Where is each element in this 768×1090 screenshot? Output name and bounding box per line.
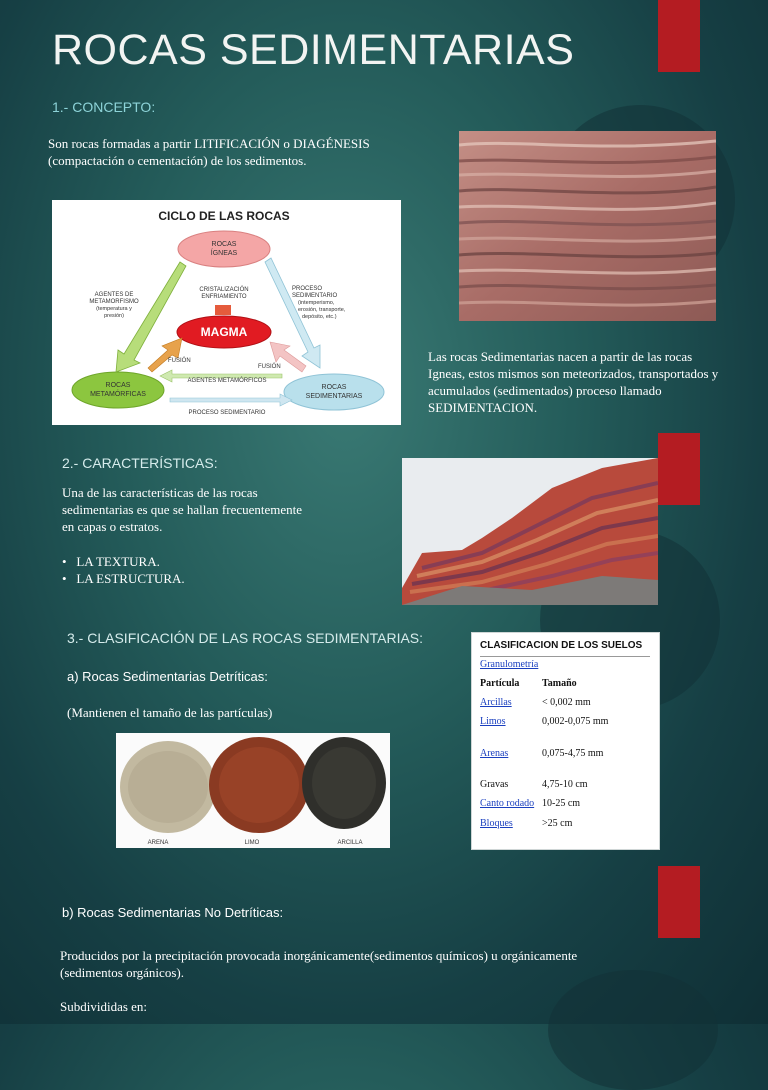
- sample-label: LIMO: [244, 840, 260, 846]
- sedimentacion-text-line: SEDIMENTACION.: [428, 400, 538, 415]
- sedimentarias-node: [284, 374, 384, 410]
- concepto-text-line: (compactación o cementación) de los sedimentos.: [48, 153, 307, 168]
- red-accent-bar: [658, 0, 700, 72]
- soil-classification-table: [471, 632, 660, 850]
- sample-label: ARENA: [147, 840, 169, 846]
- soil-row-tamano: 10-25 cm: [542, 798, 581, 809]
- agentes-metamorficos-label: AGENTES METAMÓRFICOS: [187, 378, 267, 384]
- soil-row-tamano: >25 cm: [542, 818, 573, 829]
- granulometria-link[interactable]: Granulometría: [480, 659, 539, 670]
- caracteristicas-text-line: sedimentarias es que se hallan frecuentemente: [62, 502, 303, 517]
- rock-cycle-diagram: [52, 200, 401, 425]
- no-detriticas-text-line: (sedimentos orgánicos).: [60, 965, 184, 980]
- metamorficas-label: ROCAS: [105, 382, 131, 389]
- red-accent-bar: [658, 433, 700, 505]
- agentes-metamorfismo-label: (temperatura y: [96, 306, 132, 312]
- soil-samples-photo: [116, 733, 390, 848]
- proceso-sedimentario-label: PROCESO: [292, 286, 323, 292]
- fusion-label: FUSIÓN: [258, 364, 281, 370]
- metamorficas-node: [72, 372, 164, 408]
- bullet-item: • LA ESTRUCTURA.: [62, 571, 185, 586]
- soil-row-tamano: 0,075-4,75 mm: [542, 748, 604, 759]
- caracteristicas-bullets: [62, 553, 185, 587]
- bullet-text: LA TEXTURA.: [76, 554, 160, 569]
- caracteristicas-text-line: Una de las características de las rocas: [62, 485, 258, 500]
- detriticas-note: (Mantienen el tamaño de las partículas): [67, 705, 273, 720]
- proceso-sedimentario-bottom-label: PROCESO SEDIMENTARIO: [188, 410, 266, 416]
- agentes-metamorfismo-label: METAMORFISMO: [89, 299, 139, 305]
- proceso-sedimentario-label: (intemperismo,: [298, 300, 335, 306]
- sedimentarias-label: SEDIMENTARIAS: [305, 393, 363, 400]
- page-title: ROCAS SEDIMENTARIAS: [52, 26, 575, 74]
- fusion-label: FUSIÓN: [168, 358, 191, 364]
- soil-row-particula-link[interactable]: Arenas: [480, 748, 509, 759]
- column-header-tamano: Tamaño: [542, 678, 577, 689]
- igneas-node: [178, 231, 270, 267]
- sedimentacion-text-line: acumulados (sedimentados) proceso llamado: [428, 383, 662, 398]
- soil-row-particula: Gravas: [480, 779, 509, 790]
- caracteristicas-text-line: en capas o estratos.: [62, 519, 163, 534]
- soil-row-particula-link[interactable]: Canto rodado: [480, 798, 535, 809]
- proceso-sedimentario-label: erosión, transporte,: [298, 307, 346, 313]
- sedimentacion-text-line: Igneas, estos mismos son meteorizados, transportados y: [428, 366, 719, 381]
- no-detriticas-heading: b) Rocas Sedimentarias No Detríticas:: [62, 905, 284, 920]
- soil-table-title: CLASIFICACION DE LOS SUELOS: [480, 640, 643, 651]
- stratified-rock-photo: [459, 131, 716, 321]
- sedimentacion-text: [428, 348, 758, 416]
- soil-row-particula-link[interactable]: Bloques: [480, 818, 513, 829]
- cristalizacion-label: CRISTALIZACIÓN: [199, 287, 249, 293]
- no-detriticas-text-line: Producidos por la precipitación provocada inorgánicamente(sedimentos químicos) u orgánicamente: [60, 948, 578, 963]
- soil-row-particula-link[interactable]: Arcillas: [480, 697, 512, 708]
- background-circle-decoration: [548, 970, 718, 1090]
- agentes-metamorfismo-label: presión): [104, 313, 124, 319]
- concepto-text: [48, 135, 428, 169]
- soil-row-particula-link[interactable]: Limos: [480, 716, 506, 727]
- igneas-label: ÍGNEAS: [210, 250, 238, 257]
- caracteristicas-text: [62, 484, 362, 535]
- section-heading-caracteristicas: 2.- CARACTERÍSTICAS:: [62, 455, 218, 471]
- igneas-label: ROCAS: [211, 241, 237, 248]
- metamorficas-label: METAMÓRFICAS: [90, 391, 146, 398]
- concepto-text-line: Son rocas formadas a partir LITIFICACIÓN o DIAGÉNESIS: [48, 136, 370, 151]
- soil-row-tamano: 0,002-0,075 mm: [542, 716, 609, 727]
- proceso-sedimentario-arrow: [170, 394, 292, 406]
- bullet-item: • LA TEXTURA.: [62, 554, 160, 569]
- stratified-cliffs-photo: [402, 458, 658, 605]
- column-header-particula: Partícula: [480, 678, 520, 689]
- sedimentarias-label: ROCAS: [321, 384, 347, 391]
- proceso-sedimentario-label: depósito, etc.): [302, 314, 337, 320]
- proceso-sedimentario-label: SEDIMENTARIO: [292, 293, 338, 299]
- bullet-text: LA ESTRUCTURA.: [76, 571, 185, 586]
- section-heading-clasificacion: 3.- CLASIFICACIÓN DE LAS ROCAS SEDIMENTARIAS:: [67, 630, 424, 646]
- magma-label: MAGMA: [200, 325, 248, 339]
- cristalizacion-label: ENFRIAMIENTO: [201, 294, 247, 300]
- soil-row-tamano: 4,75-10 cm: [542, 779, 588, 790]
- diagram-title: CICLO DE LAS ROCAS: [158, 209, 290, 223]
- red-accent-bar: [658, 866, 700, 938]
- section-heading-concepto: 1.- CONCEPTO:: [52, 99, 156, 115]
- subdivididas-label: Subdivididas en:: [60, 999, 148, 1014]
- agentes-metamorfismo-label: AGENTES DE: [94, 292, 134, 298]
- sedimentacion-text-line: Las rocas Sedimentarias nacen a partir de las rocas: [428, 349, 693, 364]
- detriticas-heading: a) Rocas Sedimentarias Detríticas:: [67, 669, 268, 684]
- sample-label: ARCILLA: [337, 840, 363, 846]
- cristalizacion-arrow: [215, 305, 231, 315]
- soil-row-tamano: < 0,002 mm: [542, 697, 591, 708]
- soil-table-divider: [480, 656, 650, 657]
- fusion-left-arrow: [148, 338, 182, 372]
- no-detriticas-text: [60, 947, 700, 981]
